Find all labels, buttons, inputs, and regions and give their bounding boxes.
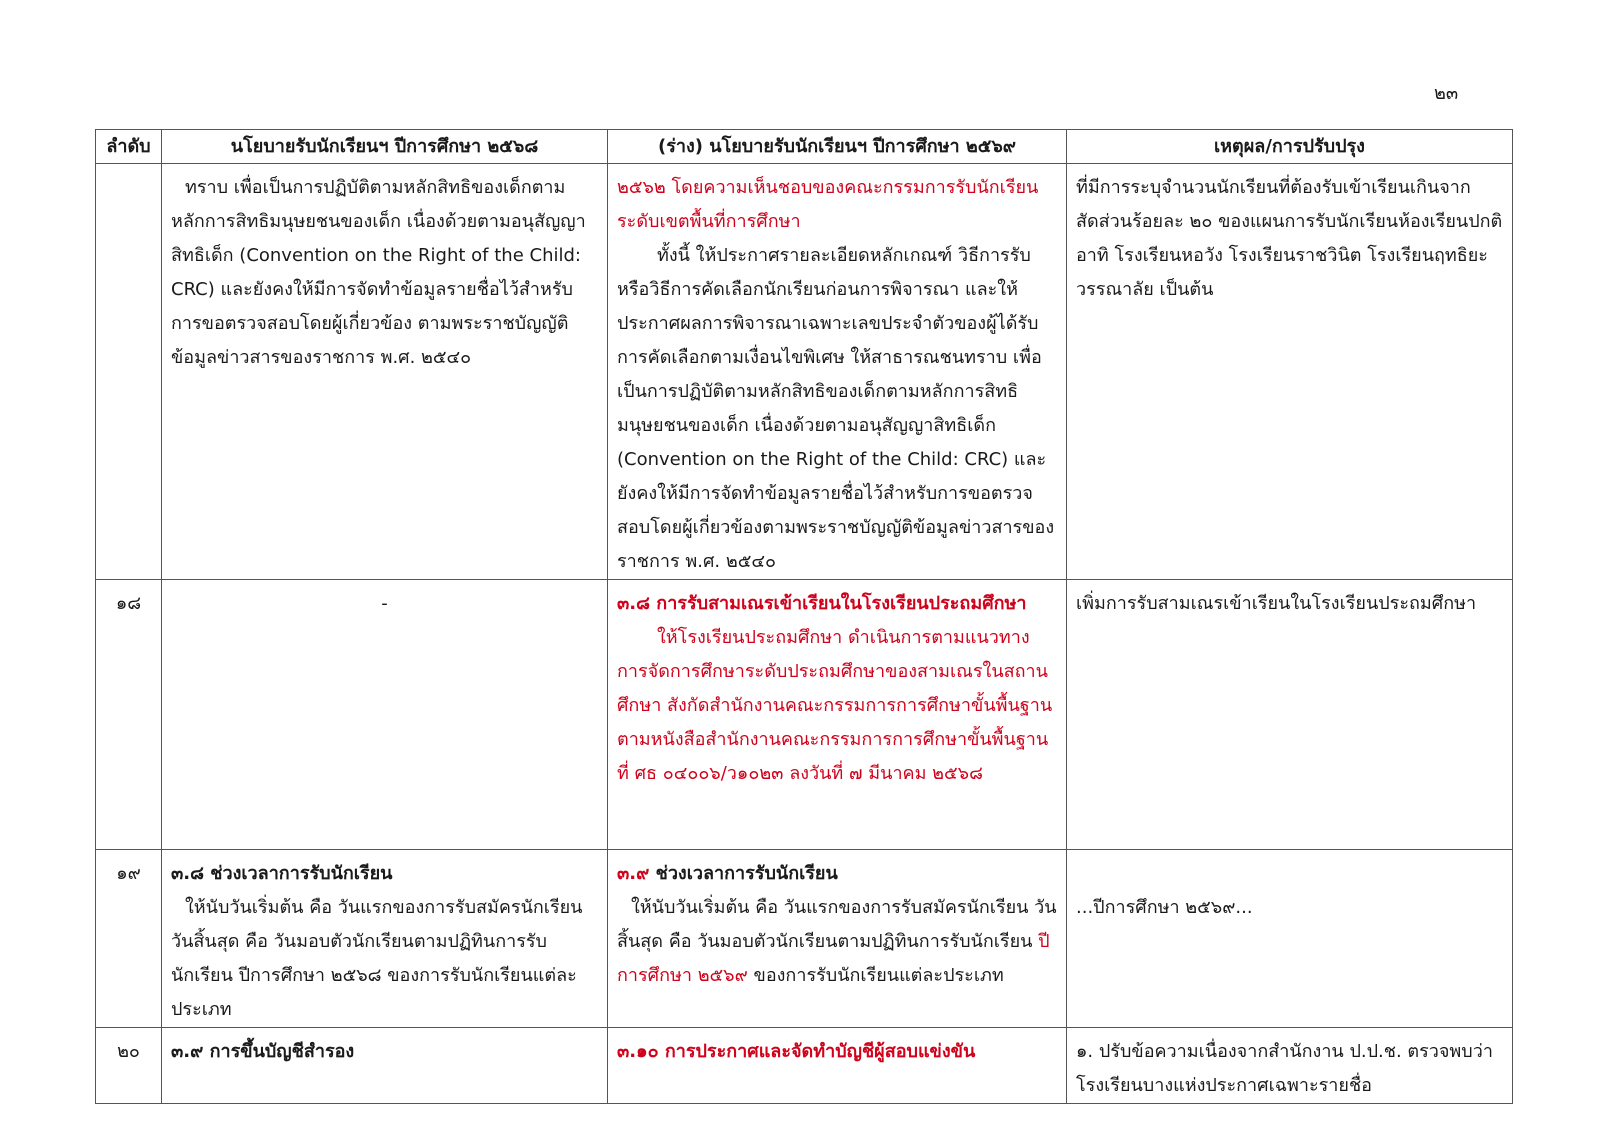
cell-reason [1067,1028,1513,1104]
draft-text-start: ให้นับวันเริ่มต้น คือ วันแรกของการรับสมัครนักเรียน วันสิ้นสุด คือ วันมอบตัวนักเรียนตามปฏิทินการรับนักเรียน [617,897,1057,952]
cell-seq [96,164,162,580]
cell-seq: ๑๘ [96,580,162,850]
cell-reason [1067,164,1513,580]
draft-red-text: ๒๕๖๒ โดยความเห็นชอบของคณะกรรมการรับนักเรียนระดับเขตพื้นที่การศึกษา [617,177,1039,232]
reason-text: ๑. ปรับข้อความเนื่องจากสำนักงาน ป.ป.ช. ตรวจพบว่า โรงเรียนบางแห่งประกาศเฉพาะรายชื่อ [1076,1041,1493,1096]
header-reason: เหตุผล/การปรับปรุง [1067,130,1513,164]
table-row [96,1028,1513,1104]
cell-draft-2569 [608,164,1067,580]
cell-policy-2568 [162,164,608,580]
reason-text: เพิ่มการรับสามเณรเข้าเรียนในโรงเรียนประถมศึกษา [1076,593,1477,614]
header-seq: ลำดับ [96,130,162,164]
policy-section-title: ๓.๙ การขึ้นบัญชีสำรอง [171,1041,355,1062]
draft-text: ทั้งนี้ ให้ประกาศรายละเอียดหลักเกณฑ์ วิธีการรับหรือวิธีการคัดเลือกนักเรียนก่อนการพิจารณา และให้ประกาศผลการพิจารณาเฉพาะเลขประจำตัวของผู้ได้รับการคัดเลือกตามเงื่อนไขพิเศษ ให้สาธารณชนทราบ เพื่อเป็นการปฏิบัติตามหลักสิทธิของเด็กตามหลักการสิทธิมนุษยชนของเด็ก เนื่องด้วยตามอนุสัญญาสิทธิเด็ก (Convention on the Right of the Child: CRC) และยังคงให้มีการจัดทำข้อมูลรายชื่อไว้สำหรับการขอตรวจสอบโดยผู้เกี่ยวข้องตามพระราชบัญญัติข้อมูลข่าวสารของราชการ พ.ศ. ๒๕๔๐ [617,245,1055,572]
header-policy-2568: นโยบายรับนักเรียนฯ ปีการศึกษา ๒๕๖๘ [162,130,608,164]
table-row [96,164,1513,580]
policy-text: - [381,593,388,614]
draft-section-number: ๓.๙ [617,863,650,884]
table-header-row [96,130,1513,164]
draft-text-end: ของการรับนักเรียนแต่ละประเภท [753,965,1004,986]
cell-draft-2569 [608,850,1067,1028]
policy-text: ทราบ เพื่อเป็นการปฏิบัติตามหลักสิทธิของเด็กตามหลักการสิทธิมนุษยชนของเด็ก เนื่องด้วยตามอนุสัญญาสิทธิเด็ก (Convention on the Right of the Child: CRC) และยังคงให้มีการจัดทำข้อมูลรายชื่อไว้สำหรับการขอตรวจสอบโดยผู้เกี่ยวข้อง ตามพระราชบัญญัติข้อมูลข่าวสารของราชการ พ.ศ. ๒๕๔๐ [171,177,586,368]
policy-section-title: ๓.๘ ช่วงเวลาการรับนักเรียน [171,863,393,884]
reason-text: ที่มีการระบุจำนวนนักเรียนที่ต้องรับเข้าเรียนเกินจากสัดส่วนร้อยละ ๒๐ ของแผนการรับนักเรียนห้องเรียนปกติ อาทิ โรงเรียนหอวัง โรงเรียนราชวินิต โรงเรียนฤทธิยะวรรณาลัย เป็นต้น [1076,177,1503,300]
header-draft-2569: (ร่าง) นโยบายรับนักเรียนฯ ปีการศึกษา ๒๕๖๙ [608,130,1067,164]
cell-seq: ๑๙ [96,850,162,1028]
cell-draft-2569 [608,580,1067,850]
policy-comparison-table [95,129,1513,1104]
cell-draft-2569 [608,1028,1067,1104]
cell-policy-2568 [162,1028,608,1104]
cell-reason [1067,850,1513,1028]
draft-section-heading: ช่วงเวลาการรับนักเรียน [655,863,838,884]
draft-text [617,891,1057,993]
draft-section-title: ๓.๑๐ การประกาศและจัดทำบัญชีผู้สอบแข่งขัน [617,1041,976,1062]
draft-section-title [617,857,1057,891]
page-number: ๒๓ [1434,83,1459,104]
cell-policy-2568 [162,580,608,850]
reason-text: ...ปีการศึกษา ๒๕๖๙... [1076,897,1253,918]
draft-text-red: ปีการศึกษา ๒๕๖๙ [617,931,1050,986]
table-row [96,850,1513,1028]
draft-text: ให้โรงเรียนประถมศึกษา ดำเนินการตามแนวทางการจัดการศึกษาระดับประถมศึกษาของสามเณรในสถานศึกษา สังกัดสำนักงานคณะกรรมการการศึกษาขั้นพื้นฐาน ตามหนังสือสำนักงานคณะกรรมการการศึกษาขั้นพื้นฐาน ที่ ศธ ๐๔๐๐๖/ว๑๐๒๓ ลงวันที่ ๗ มีนาคม ๒๕๖๘ [617,627,1053,784]
draft-section-title: ๓.๘ การรับสามเณรเข้าเรียนในโรงเรียนประถมศึกษา [617,593,1027,614]
table-row [96,580,1513,850]
cell-reason [1067,580,1513,850]
cell-seq: ๒๐ [96,1028,162,1104]
cell-policy-2568 [162,850,608,1028]
policy-text: ให้นับวันเริ่มต้น คือ วันแรกของการรับสมัครนักเรียน วันสิ้นสุด คือ วันมอบตัวนักเรียนตามปฏิทินการรับนักเรียน ปีการศึกษา ๒๕๖๘ ของการรับนักเรียนแต่ละประเภท [171,897,583,1020]
